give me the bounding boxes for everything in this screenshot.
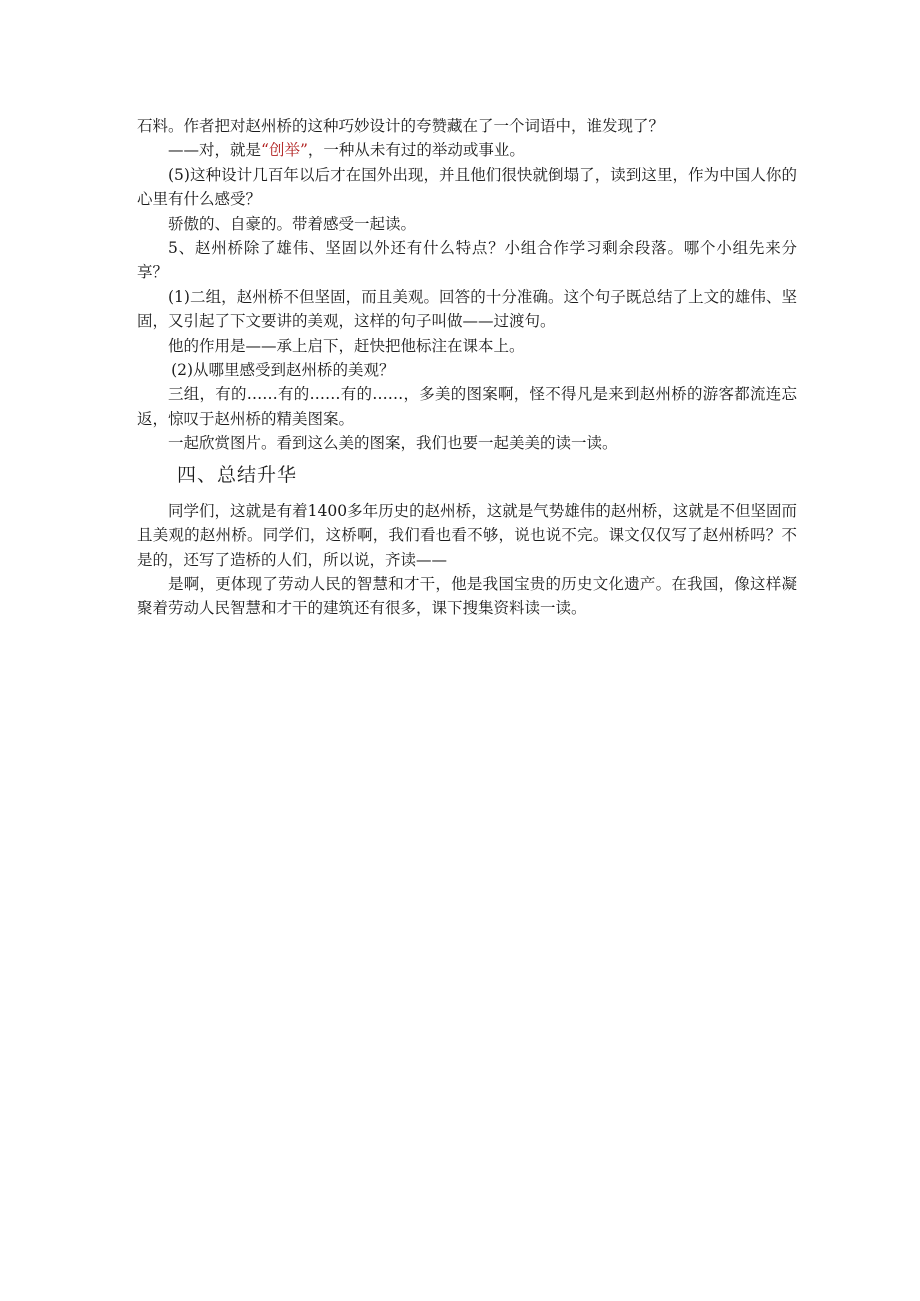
paragraph-answer-chuangju [137,138,797,162]
answer-suffix: ，一种从未有过的举动或事业。 [307,141,525,160]
paragraph-function: 他的作用是——承上启下，赶快把他标注在课本上。 [168,336,525,355]
paragraph-feeling: 骄傲的、自豪的。带着感受一起读。 [168,214,417,233]
highlighted-term: “创举” [261,141,308,160]
section-heading: 四、总结升华 [177,463,298,486]
paragraph-group-three: 三组，有的……有的……有的……，多美的图案啊，怪不得凡是来到赵州桥的游客都流连忘返，惊叹于赵州桥的精美图案。 [137,385,797,428]
paragraph-question-2: (2)从哪里感受到赵州桥的美观？ [171,361,395,380]
answer-prefix: ——对，就是 [168,141,262,160]
paragraph-continuation: 石料。作者把对赵州桥的这种巧妙设计的夸赞藏在了一个词语中，谁发现了？ [137,117,665,135]
document-body [137,114,797,621]
paragraph-conclusion: 是啊，更体现了劳动人民的智慧和才干，他是我国宝贵的历史文化遗产。在我国，像这样凝聚着劳动人民智慧和才干的建筑还有很多，课下搜集资料读一读。 [137,574,797,618]
paragraph-group-two: (1)二组，赵州桥不但坚固，而且美观。回答的十分准确。这个句子既总结了上文的雄伟、坚固，又引起了下文要讲的美观，这样的句子叫做——过渡句。 [137,287,797,331]
paragraph-summary: 同学们，这就是有着1400多年历史的赵州桥，这就是气势雄伟的赵州桥，这就是不但坚固而且美观的赵州桥。同学们，这桥啊，我们看也看不够，说也说不完。课文仅仅写了赵州桥吗？不是的，还写了造桥的人们，所以说，齐读—— [137,501,797,569]
paragraph-step-5: 5、赵州桥除了雄伟、坚固以外还有什么特点？小组合作学习剩余段落。哪个小组先来分享？ [137,239,797,282]
paragraph-question-5: (5)这种设计几百年以后才在国外出现，并且他们很快就倒塌了，读到这里，作为中国人你的心里有什么感受？ [137,165,797,209]
paragraph-appreciate: 一起欣赏图片。看到这么美的图案，我们也要一起美美的读一读。 [168,434,618,453]
